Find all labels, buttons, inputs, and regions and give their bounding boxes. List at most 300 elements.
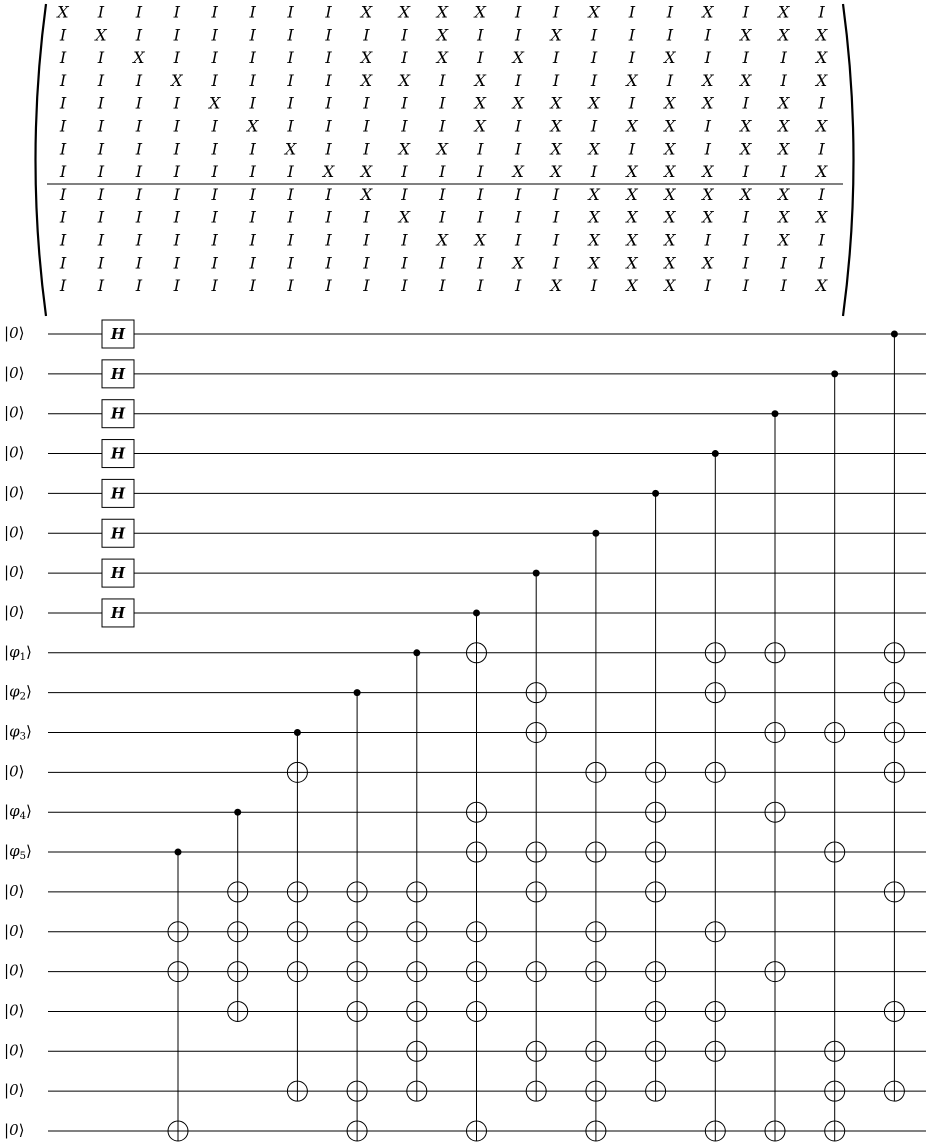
svg-text:H: H — [110, 524, 126, 543]
svg-text:H: H — [110, 603, 126, 622]
matrix-entry: I — [742, 230, 749, 250]
matrix-entry: I — [628, 93, 636, 113]
cnot-target — [705, 762, 725, 782]
matrix-entry: I — [477, 253, 484, 273]
cnot-target — [765, 643, 785, 663]
hadamard-gate — [102, 479, 134, 507]
matrix-entry: I — [249, 139, 256, 159]
cnot-target — [825, 1041, 845, 1061]
matrix-entry: X — [588, 93, 600, 113]
matrix-entry: I — [97, 184, 105, 204]
matrix-entry: X — [171, 70, 183, 90]
matrix-entry: I — [211, 253, 218, 273]
matrix-entry: X — [815, 162, 828, 182]
matrix-entry: I — [552, 230, 560, 250]
svg-text:H: H — [110, 484, 126, 503]
matrix-entry: I — [97, 207, 105, 227]
wire-label: |0⟩ — [4, 563, 25, 582]
matrix-entry: I — [211, 2, 218, 22]
hadamard-gate — [102, 360, 134, 388]
matrix-entry: I — [173, 25, 180, 45]
matrix-entry: I — [514, 184, 522, 204]
matrix-entry: I — [325, 116, 332, 136]
matrix-entry: I — [59, 162, 67, 182]
cnot-target — [347, 882, 367, 902]
matrix-entry: I — [211, 48, 218, 68]
matrix-entry: I — [401, 276, 408, 296]
matrix-entry: I — [666, 25, 674, 45]
matrix-entry: X — [133, 48, 145, 68]
cnot-target — [646, 842, 666, 862]
matrix-entry: I — [363, 25, 370, 45]
matrix-entry: I — [287, 25, 294, 45]
cnot-target — [765, 802, 785, 822]
hadamard-gate — [102, 559, 134, 587]
matrix-entry: X — [815, 25, 828, 45]
matrix-entry: I — [287, 48, 294, 68]
matrix-entry: I — [135, 93, 143, 113]
matrix-entry: X — [815, 276, 828, 296]
matrix-entry: I — [704, 139, 711, 159]
matrix-entry: X — [209, 93, 221, 113]
cnot-target — [884, 1081, 904, 1101]
cnot-target — [586, 1081, 606, 1101]
matrix-entry: X — [474, 70, 486, 90]
matrix-entry: I — [590, 25, 598, 45]
matrix-entry: X — [664, 230, 676, 250]
matrix-entry: I — [780, 276, 787, 296]
matrix-entry: X — [550, 162, 562, 182]
cnot-column — [228, 809, 248, 1022]
matrix-entry: I — [590, 70, 598, 90]
matrix-entry: I — [401, 162, 408, 182]
matrix-entry: I — [818, 230, 825, 250]
matrix-entry: X — [740, 25, 752, 45]
hadamard-gate — [102, 320, 134, 348]
matrix-entry: I — [287, 207, 294, 227]
matrix-entry: X — [702, 253, 714, 273]
matrix-entry: I — [780, 162, 787, 182]
matrix-entry: X — [626, 116, 638, 136]
matrix-entry: I — [514, 139, 522, 159]
cnot-target — [287, 962, 307, 982]
matrix-entry: I — [439, 276, 446, 296]
cnot-column — [705, 450, 725, 1141]
matrix-entry: I — [287, 116, 294, 136]
matrix-entry: I — [287, 70, 294, 90]
matrix-entry: I — [325, 207, 332, 227]
matrix-entry: I — [135, 253, 143, 273]
matrix-entry: I — [628, 48, 636, 68]
matrix-entry: I — [173, 230, 180, 250]
cnot-target — [526, 1041, 546, 1061]
matrix-entry: I — [59, 116, 67, 136]
matrix-entry: X — [550, 25, 562, 45]
matrix-entry: I — [211, 276, 218, 296]
control-dot — [473, 609, 480, 616]
cnot-target — [765, 1121, 785, 1141]
matrix-entry: I — [173, 184, 180, 204]
matrix-entry: I — [552, 48, 560, 68]
matrix-entry: X — [702, 70, 714, 90]
wire-label: |0⟩ — [4, 1041, 25, 1060]
matrix-entry: I — [211, 162, 218, 182]
matrix-entry: I — [742, 93, 749, 113]
matrix-entry: I — [439, 162, 446, 182]
cnot-target — [467, 1121, 487, 1141]
matrix-entry: X — [360, 162, 373, 182]
matrix-entry: I — [249, 2, 256, 22]
matrix-entry: I — [59, 253, 67, 273]
matrix-entry: I — [287, 2, 294, 22]
wire-label: |0⟩ — [4, 762, 25, 781]
control-dot — [234, 809, 241, 816]
control-dot — [533, 570, 540, 577]
cnot-target — [467, 643, 487, 663]
matrix-entry: X — [550, 139, 562, 159]
wire-label: |0⟩ — [4, 602, 25, 621]
cnot-target — [168, 1121, 188, 1141]
cnot-target — [646, 1001, 666, 1021]
svg-text:H: H — [110, 404, 126, 423]
matrix-entry: X — [360, 184, 373, 204]
matrix-entry: I — [97, 116, 105, 136]
matrix-entry: I — [325, 93, 332, 113]
wire-label: |0⟩ — [4, 324, 25, 342]
matrix-entry: X — [626, 207, 638, 227]
matrix-entry: I — [135, 116, 143, 136]
control-dot — [354, 689, 361, 696]
matrix-entry: I — [287, 276, 294, 296]
matrix-entry: I — [590, 276, 598, 296]
matrix-entry: I — [325, 230, 332, 250]
hadamard-gate — [102, 440, 134, 468]
matrix-entry: I — [173, 162, 180, 182]
cnot-target — [646, 802, 666, 822]
matrix-entry: X — [360, 70, 373, 90]
matrix-entry: I — [211, 184, 218, 204]
matrix-entry: X — [777, 184, 790, 204]
cnot-target — [825, 842, 845, 862]
cnot-target — [586, 922, 606, 942]
matrix-entry: X — [474, 93, 486, 113]
matrix-entry: X — [550, 276, 562, 296]
cnot-target — [705, 643, 725, 663]
matrix-entry: X — [777, 116, 790, 136]
matrix-entry: X — [664, 276, 676, 296]
cnot-target — [407, 922, 427, 942]
matrix-entry: X — [702, 2, 714, 22]
matrix-entry: X — [815, 70, 828, 90]
matrix-entry: X — [664, 116, 676, 136]
matrix-entry: I — [249, 162, 256, 182]
matrix-entry: I — [477, 184, 484, 204]
matrix-entry: I — [59, 93, 67, 113]
matrix-entry: X — [626, 184, 638, 204]
matrix-entry: I — [401, 116, 408, 136]
cnot-column — [526, 570, 546, 1102]
matrix-entry: I — [439, 93, 446, 113]
matrix-entry: I — [97, 2, 105, 22]
wire-label: |0⟩ — [4, 921, 25, 940]
wire-label: |0⟩ — [4, 483, 25, 502]
control-dot — [175, 849, 182, 856]
svg-text:H: H — [110, 444, 126, 463]
matrix-entry: I — [742, 253, 749, 273]
cnot-column — [347, 689, 367, 1141]
matrix-entry: I — [780, 48, 787, 68]
cnot-target — [884, 882, 904, 902]
cnot-target — [646, 882, 666, 902]
matrix-entry: X — [777, 207, 790, 227]
matrix-entry: I — [59, 139, 67, 159]
matrix-entry: X — [777, 93, 790, 113]
matrix-entry: I — [590, 48, 598, 68]
matrix-entry: I — [628, 139, 636, 159]
cnot-target — [705, 683, 725, 703]
control-dot — [652, 490, 659, 497]
matrix-entry: X — [777, 25, 790, 45]
matrix-entry: I — [742, 276, 749, 296]
matrix-entry: I — [818, 139, 825, 159]
cnot-target — [884, 1001, 904, 1021]
matrix-entry: I — [477, 207, 484, 227]
cnot-column — [586, 530, 606, 1141]
matrix-entry: X — [664, 253, 676, 273]
wire-label: |0⟩ — [4, 961, 25, 980]
cnot-target — [526, 882, 546, 902]
matrix-entry: X — [664, 184, 676, 204]
matrix-entry: I — [401, 93, 408, 113]
cnot-target — [168, 962, 188, 982]
matrix-entry: I — [135, 162, 143, 182]
control-dot — [712, 450, 719, 457]
matrix-entry: I — [325, 70, 332, 90]
matrix-entry: I — [325, 184, 332, 204]
cnot-target — [586, 1121, 606, 1141]
stabilizer-matrix — [36, 3, 854, 317]
matrix-entry: I — [325, 2, 332, 22]
matrix-entry: X — [284, 139, 297, 159]
cnot-target — [228, 1001, 248, 1021]
cnot-target — [884, 683, 904, 703]
matrix-entry: I — [249, 48, 256, 68]
matrix-entry: X — [246, 116, 259, 136]
matrix-entry: I — [514, 207, 522, 227]
matrix-entry: I — [514, 116, 522, 136]
matrix-entry: I — [704, 276, 711, 296]
matrix-entry: I — [628, 2, 636, 22]
matrix-entry: I — [249, 276, 256, 296]
matrix-entry: X — [702, 162, 714, 182]
matrix-entry: I — [97, 93, 105, 113]
cnot-column — [168, 849, 188, 1141]
matrix-entry: I — [135, 230, 143, 250]
matrix-entry: X — [588, 253, 600, 273]
wire-label: $|\varphi_5⟩$ — [4, 842, 32, 862]
matrix-entry: I — [742, 48, 749, 68]
cnot-target — [526, 723, 546, 743]
cnot-target — [765, 723, 785, 743]
matrix-entry: I — [666, 70, 674, 90]
wire-label: |0⟩ — [4, 363, 25, 382]
matrix-entry: X — [664, 162, 676, 182]
matrix-entry: X — [512, 253, 524, 273]
cnot-target — [825, 1081, 845, 1101]
matrix-entry: I — [439, 116, 446, 136]
matrix-entry: X — [815, 207, 828, 227]
cnot-target — [526, 1081, 546, 1101]
cnot-target — [825, 723, 845, 743]
matrix-entry: I — [363, 207, 370, 227]
matrix-entry: I — [97, 139, 105, 159]
hadamard-gate — [102, 519, 134, 547]
matrix-entry: I — [173, 116, 180, 136]
matrix-entry: I — [325, 25, 332, 45]
matrix-entry: X — [512, 162, 524, 182]
matrix-entry: I — [742, 2, 749, 22]
matrix-entry: I — [249, 253, 256, 273]
matrix-entry: I — [704, 230, 711, 250]
cnot-target — [526, 842, 546, 862]
matrix-entry: I — [211, 25, 218, 45]
cnot-target — [646, 1041, 666, 1061]
matrix-entry: I — [401, 230, 408, 250]
matrix-entry: I — [742, 162, 749, 182]
matrix-entry: I — [514, 230, 522, 250]
matrix-entry: X — [398, 70, 411, 90]
matrix-entry: X — [626, 230, 638, 250]
matrix-entry: I — [514, 25, 522, 45]
matrix-entry: X — [474, 230, 486, 250]
matrix-entry: I — [704, 48, 711, 68]
cnot-target — [526, 962, 546, 982]
matrix-entry: I — [249, 184, 256, 204]
matrix-entry: X — [588, 2, 600, 22]
cnot-target — [168, 922, 188, 942]
matrix-entry: X — [815, 48, 828, 68]
control-dot — [831, 370, 838, 377]
cnot-target — [228, 882, 248, 902]
matrix-entry: I — [287, 230, 294, 250]
matrix-entry: X — [436, 48, 448, 68]
cnot-target — [407, 962, 427, 982]
cnot-target — [825, 1121, 845, 1141]
matrix-entry: X — [398, 2, 411, 22]
cnot-target — [705, 1121, 725, 1141]
matrix-entry: I — [135, 276, 143, 296]
matrix-entry: X — [588, 230, 600, 250]
matrix-entry: I — [97, 162, 105, 182]
matrix-entry: I — [59, 207, 67, 227]
matrix-entry: I — [439, 207, 446, 227]
left-parenthesis — [36, 4, 47, 316]
matrix-entry: X — [626, 162, 638, 182]
wire-label: |0⟩ — [4, 1121, 25, 1139]
cnot-target — [407, 1041, 427, 1061]
control-dot — [891, 331, 898, 338]
cnot-target — [884, 762, 904, 782]
matrix-entry: I — [173, 139, 180, 159]
matrix-entry: X — [57, 2, 69, 22]
matrix-entry: I — [249, 93, 256, 113]
matrix-entry: X — [777, 230, 790, 250]
wire-label: $|\varphi_1⟩$ — [4, 642, 32, 663]
cnot-column — [825, 370, 845, 1141]
matrix-entry: I — [439, 70, 446, 90]
cnot-target — [347, 1081, 367, 1101]
matrix-entry: I — [514, 276, 522, 296]
matrix-entry: I — [135, 2, 143, 22]
matrix-entry: X — [436, 25, 448, 45]
matrix-entry: I — [173, 93, 180, 113]
matrix-entry: I — [363, 116, 370, 136]
matrix-entry: I — [173, 207, 180, 227]
matrix-entry: X — [702, 207, 714, 227]
matrix-entry: I — [439, 253, 446, 273]
matrix-entry: X — [398, 207, 411, 227]
matrix-entry: I — [325, 139, 332, 159]
matrix-entry: X — [588, 184, 600, 204]
matrix-entry: I — [211, 70, 218, 90]
matrix-entry: I — [477, 25, 484, 45]
matrix-entry: X — [436, 139, 448, 159]
cnot-target — [646, 962, 666, 982]
control-dot — [592, 530, 599, 537]
cnot-column — [467, 609, 487, 1141]
matrix-entry: I — [173, 2, 180, 22]
control-dot — [294, 729, 301, 736]
cnot-target — [287, 922, 307, 942]
cnot-target — [347, 922, 367, 942]
quantum-circuit — [4, 320, 926, 1141]
matrix-entry: X — [664, 207, 676, 227]
cnot-target — [586, 1041, 606, 1061]
cnot-column — [646, 490, 666, 1101]
matrix-entry: X — [626, 253, 638, 273]
svg-text:H: H — [110, 364, 126, 383]
cnot-target — [407, 1081, 427, 1101]
right-parenthesis — [843, 4, 854, 316]
matrix-entry: I — [173, 276, 180, 296]
matrix-entry: I — [135, 25, 143, 45]
matrix-entry: I — [211, 207, 218, 227]
matrix-entry: I — [401, 253, 408, 273]
matrix-entry: X — [474, 2, 486, 22]
cnot-target — [884, 723, 904, 743]
matrix-entry: X — [360, 2, 373, 22]
matrix-entry: I — [287, 253, 294, 273]
cnot-target — [705, 1001, 725, 1021]
matrix-entry: I — [780, 253, 787, 273]
matrix-entry: X — [664, 93, 676, 113]
matrix-entry: I — [552, 70, 560, 90]
matrix-entry: I — [590, 162, 598, 182]
matrix-entry: I — [97, 48, 105, 68]
cnot-target — [407, 882, 427, 902]
matrix-entry: I — [666, 2, 674, 22]
matrix-entry: I — [287, 162, 294, 182]
matrix-entry: I — [59, 70, 67, 90]
hadamard-gate — [102, 599, 134, 627]
matrix-entry: I — [97, 230, 105, 250]
matrix-entry: I — [401, 25, 408, 45]
wire-label: $|\varphi_2⟩$ — [4, 682, 32, 703]
cnot-target — [287, 882, 307, 902]
matrix-entry: I — [363, 230, 370, 250]
matrix-entry: I — [401, 48, 408, 68]
matrix-entry: I — [477, 139, 484, 159]
